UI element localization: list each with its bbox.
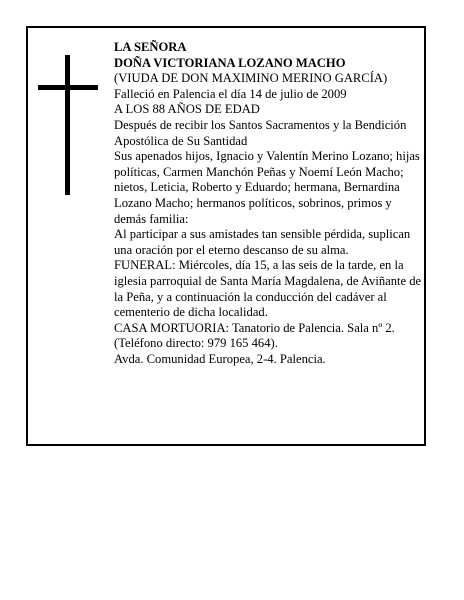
widow-of: (VIUDA DE DON MAXIMINO MERINO GARCÍA) xyxy=(114,71,388,86)
sacraments-paragraph: Después de recibir los Santos Sacramentos y la Bendición Apostólica de Su Santidad xyxy=(114,117,407,148)
heading: LA SEÑORA xyxy=(114,40,187,54)
family-paragraph: Sus apenados hijos, Ignacio y Valentín Merino Lozano; hijas políticas, Carmen Manchón Peñas y Noemí León Macho; nietos, Leticia, Roberto y Eduardo; hermana, Bernardina Lozano Macho; hermanos políticos, sobrinos, primos y demás familia: xyxy=(114,149,420,226)
request-paragraph: Al participar a sus amistades tan sensible pérdida, suplican una oración por el eterno descanso de su alma. xyxy=(114,227,411,257)
funeral-home-paragraph: CASA MORTUORIA: Tanatorio de Palencia. Sala nº 2. (Teléfono directo: 979 165 464). xyxy=(114,320,395,351)
cross-horizontal-bar xyxy=(38,85,98,90)
cross-vertical-bar xyxy=(65,55,70,195)
funeral-paragraph: FUNERAL: Miércoles, día 15, a las seis de la tarde, en la iglesia parroquial de Santa María Magdalena, de Aviñante de la Peña, y a continuación la conducción del cadáver al cementerio de dicha localidad. xyxy=(114,258,422,320)
address-line: Avda. Comunidad Europea, 2-4. Palencia. xyxy=(114,351,326,366)
death-line: Falleció en Palencia el día 14 de julio de 2009 xyxy=(114,86,347,101)
age-line: A LOS 88 AÑOS DE EDAD xyxy=(114,102,260,117)
obituary-text xyxy=(114,40,424,367)
deceased-name: DOÑA VICTORIANA LOZANO MACHO xyxy=(114,55,346,70)
